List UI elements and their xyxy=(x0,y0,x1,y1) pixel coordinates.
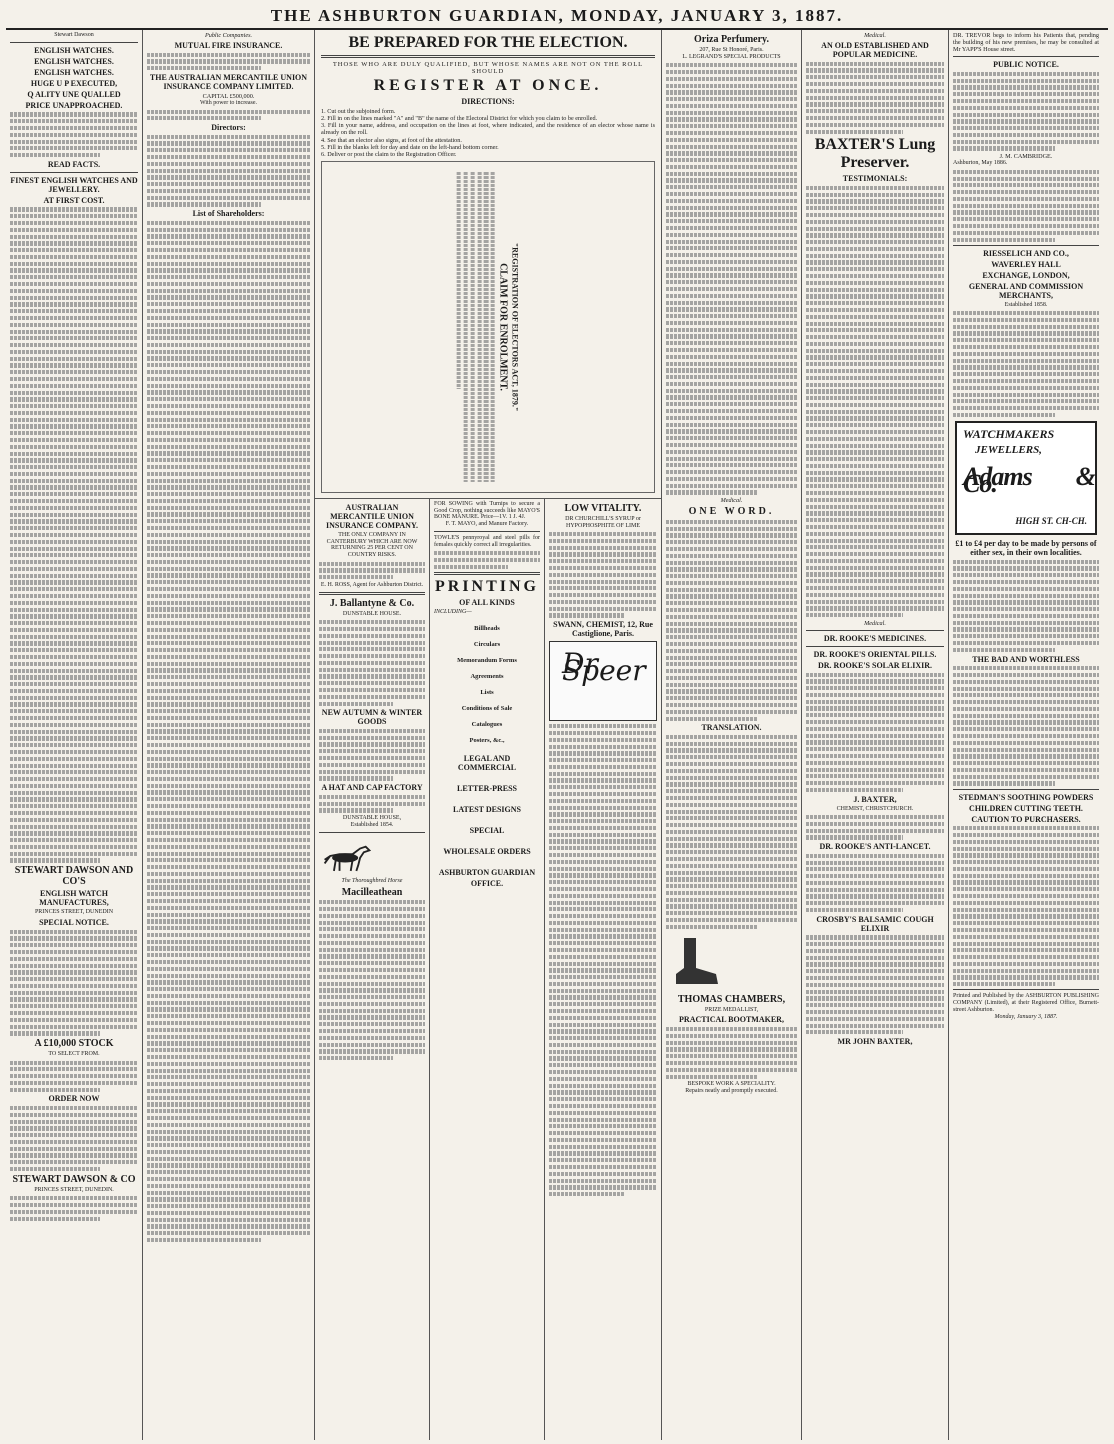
horse-caption: The Thoroughbred Horse xyxy=(341,877,403,884)
testimonial-body xyxy=(806,186,944,617)
directors-heading: Directors: xyxy=(211,123,246,133)
riess-exchange: EXCHANGE, LONDON, xyxy=(982,270,1070,280)
direction-6: 6. Deliver or post the claim to the Registration Officer. xyxy=(321,150,457,158)
direction-4: 4. See that an elector also signs, at foot of the attestation. xyxy=(321,136,462,144)
direction-3: 3. Fill in your name, address, and occupation on the lines at foot, where indicated, and the residence of an elector whose name is already on the roll. xyxy=(321,122,655,137)
quality-line: Q ALITY UNE QUALLED xyxy=(27,89,121,99)
footer-addr: PRINCES STREET, DUNEDIN. xyxy=(34,1186,114,1193)
column-1 xyxy=(6,30,143,1440)
oriza-title: Oriza Perfumery. xyxy=(694,34,769,45)
baxter-sub: CHEMIST, CHRISTCHURCH. xyxy=(836,805,914,812)
watch-line-2: ENGLISH WATCHES. xyxy=(34,56,114,66)
finest-heading: FINEST ENGLISH WATCHES AND JEWELLERY. xyxy=(10,175,138,194)
stedman: STEDMAN'S SOOTHING POWDERS xyxy=(958,792,1094,802)
printing-including: INCLUDING— xyxy=(434,608,472,615)
established: Established 1854. xyxy=(350,821,394,828)
sd-name: STEWART DAWSON AND CO'S xyxy=(14,865,134,888)
exec-line: HUGE U P EXECUTED, xyxy=(30,78,118,88)
cambridge-date: Ashburton, May 1886. xyxy=(953,160,1008,167)
claim-act: "REGISTRATION OF ELECTORS ACT, 1879." xyxy=(510,242,520,412)
printing-item: Circulars xyxy=(473,640,501,648)
public-companies: Public Companies. xyxy=(204,32,253,39)
watch-line-3: ENGLISH WATCHES. xyxy=(34,67,114,77)
col3-sub-a xyxy=(315,499,430,1440)
col3-sub-c xyxy=(545,499,661,1440)
trevor-notice: DR. TREVOR begs to inform his Patients that, pending the building of his new premises, he may be consulted at Mr YAPP'S House street. xyxy=(953,32,1099,54)
election-notice xyxy=(315,30,661,498)
oriza-products xyxy=(666,63,797,494)
stock-sub: TO SELECT FROM. xyxy=(48,1051,100,1058)
direction-1: 1. Cut out the subjoined form. xyxy=(321,108,396,116)
riess-name: RIESSELICH AND CO., xyxy=(983,248,1069,258)
column-4 xyxy=(662,30,802,1440)
watch-t3: Adams & Co. xyxy=(963,462,1095,499)
column-2 xyxy=(143,30,315,1440)
amu-agent: E. H. ROSS, Agent for Ashburton District. xyxy=(320,581,424,588)
columns xyxy=(6,30,1108,1440)
riess-merchants: GENERAL AND COMMISSION MERCHANTS, xyxy=(968,281,1084,300)
dr-speer-signature xyxy=(549,641,657,721)
low-vitality: LOW VITALITY. xyxy=(564,502,642,514)
autumn-goods: NEW AUTUMN & WINTER GOODS xyxy=(321,708,423,727)
printing-list xyxy=(434,625,540,745)
baxter-sig: J. BAXTER, xyxy=(853,794,897,804)
divider xyxy=(10,42,138,43)
col3-sub-b xyxy=(430,499,545,1440)
col1-top: Stewart Dawson xyxy=(54,32,94,38)
horse-icon xyxy=(319,839,375,873)
rooke-medicines: DR. ROOKE'S MEDICINES. xyxy=(823,633,927,643)
guardian-office: OFFICE. xyxy=(470,878,504,888)
printing-item: Posters, &c., xyxy=(469,737,505,745)
public-notice: PUBLIC NOTICE. xyxy=(993,60,1059,70)
bad-worthless: THE BAD AND WORTHLESS xyxy=(972,654,1080,664)
election-intro: THOSE WHO ARE DULY QUALIFIED, BUT WHOSE NAMES ARE NOT ON THE ROLL SHOULD xyxy=(332,61,644,76)
watch-t4: HIGH ST. CH-CH. xyxy=(1015,515,1087,526)
sowing-ad: FOR SOWING with Turnips to secure a Good Crop, nothing succeeds like MAYO'S BONE MANURE. Price—1V. 1 J. 4J. xyxy=(434,500,540,521)
letterpress: LETTER-PRESS xyxy=(456,783,518,793)
read-facts: READ FACTS. xyxy=(47,159,101,169)
bespoke: BESPOKE WORK A SPECIALITY. xyxy=(687,1081,776,1088)
column-6 xyxy=(949,30,1103,1440)
chambers-name: THOMAS CHAMBERS, xyxy=(677,993,786,1005)
watch-t2: JEWELLERS, xyxy=(975,444,1042,457)
footer-name: STEWART DAWSON & CO xyxy=(12,1173,136,1185)
testimonials: TESTIMONIALS: xyxy=(842,174,908,184)
churchill-syrup: DR CHURCHILL'S SYRUP or HYPOPHOSPHITE OF LIME xyxy=(565,515,641,529)
printed-by: Printed and Published by the ASHBURTON PUBLISHING COMPANY (Limited), at their Registered Office, Burnett-street Ashburton. xyxy=(953,993,1099,1013)
anti-lancet: DR. ROOKE'S ANTI-LANCET. xyxy=(819,842,931,852)
column-3 xyxy=(315,30,662,1440)
watchmakers-ad xyxy=(955,421,1097,535)
rooke-elixir: DR. ROOKE'S SOLAR ELIXIR. xyxy=(817,660,933,670)
printing-sub: OF ALL KINDS xyxy=(459,597,515,607)
election-title: BE PREPARED FOR THE ELECTION. xyxy=(348,34,628,51)
wholesale-orders: WHOLESALE ORDERS xyxy=(443,846,531,856)
amu-ad-body: THE ONLY COMPANY IN CANTERBURY WHICH ARE NOW RETURNING 25 PER CENT ON COUNTRY RISKS. xyxy=(326,531,418,559)
register-heading: REGISTER AT ONCE. xyxy=(373,77,603,95)
directions-heading: DIRECTIONS: xyxy=(461,97,515,107)
medical-label: Medical. xyxy=(720,497,743,505)
issue-date: Monday, January 3, 1887. xyxy=(994,1013,1058,1020)
claim-title: CLAIM FOR ENROLMENT. xyxy=(497,262,509,391)
oriza-sub: L. LEGRAND'S SPECIAL PRODUCTS xyxy=(682,53,781,60)
watch-t1: WATCHMAKERS xyxy=(963,427,1055,442)
direction-2: 2. Fill in on the lines marked "A" and "B" the name of the Electoral District for which you claim to be enrolled. xyxy=(321,115,598,123)
crosby-balsam: CROSBY'S BALSAMIC COUGH ELIXIR xyxy=(816,914,934,933)
printing-item: Catalogues xyxy=(471,721,503,729)
price-line: PRICE UNAPPROACHED. xyxy=(25,100,123,110)
caution: CAUTION TO PURCHASERS. xyxy=(971,814,1081,824)
special: SPECIAL xyxy=(469,825,505,835)
amu-ad-heading: AUSTRALIAN MERCANTILE UNION INSURANCE COMPANY. xyxy=(325,502,418,530)
mutual-fire: MUTUAL FIRE INSURANCE. xyxy=(174,41,283,51)
watch-line-1: ENGLISH WATCHES. xyxy=(34,45,114,55)
rooke-pills: DR. ROOKE'S ORIENTAL PILLS. xyxy=(813,649,937,659)
guardian-office-name: ASHBURTON GUARDIAN xyxy=(438,867,536,877)
john-baxter: MR JOHN BAXTER, xyxy=(837,1037,913,1047)
capital: CAPITAL £500,000. xyxy=(202,93,255,101)
shareholders-heading: List of Shareholders: xyxy=(192,209,265,219)
printing-item: Billheads xyxy=(474,624,500,632)
order-now: ORDER NOW xyxy=(48,1094,100,1104)
body-text-col1 xyxy=(10,207,138,862)
printing-heading: PRINTING xyxy=(434,577,539,595)
reserve: With power to increase. xyxy=(199,100,258,107)
special-notice: SPECIAL NOTICE. xyxy=(39,918,109,928)
amu-heading: THE AUSTRALIAN MERCANTILE UNION INSURANCE COMPANY LIMITED. xyxy=(149,73,308,92)
dunstable-house: DUNSTABLE HOUSE, xyxy=(342,815,402,822)
printing-item: Lists xyxy=(480,689,494,697)
claim-form[interactable] xyxy=(321,161,655,493)
repairs: Repairs neatly and promptly executed. xyxy=(685,1088,778,1095)
baxter-lung: BAXTER'S Lung Preserver. xyxy=(814,136,936,172)
masthead: THE ASHBURTON GUARDIAN, MONDAY, JANUARY 3, 1887. xyxy=(6,0,1108,30)
printing-item: Agreements xyxy=(470,673,504,681)
sowing-agent: F. T. MAYO, and Manure Factory. xyxy=(445,521,529,528)
ballantyne-heading: J. Ballantyne & Co. xyxy=(329,597,415,609)
translation: TRANSLATION. xyxy=(701,723,762,733)
column-5 xyxy=(802,30,949,1440)
direction-5: 5. Fill in the blanks left for day and date on the left-hand bottom corner. xyxy=(321,143,499,151)
chambers-prize: PRIZE MEDALLIST, xyxy=(704,1006,759,1013)
shareholder-list xyxy=(147,221,310,1242)
week-ad: £1 to £4 per day to be made by persons of either sex, in their own localities. xyxy=(955,539,1097,558)
printing-item: Memorandum Forms xyxy=(457,656,517,664)
towle-ad: TOWLE'S pennyroyal and steel pills for females quickly correct all irregularities. xyxy=(434,535,540,548)
cambridge-sig: J. M. CAMBRIDGE. xyxy=(999,153,1053,161)
swann-chemist: SWANN, CHEMIST, 12, Rue Castiglione, Paris. xyxy=(553,620,653,639)
printing-item: Conditions of Sale xyxy=(461,705,513,713)
medical-label-3: Medical. xyxy=(864,619,886,627)
latest-designs: LATEST DESIGNS xyxy=(453,804,521,814)
speer-signature-image: Dr Speer xyxy=(562,647,646,688)
sd-addr: PRINCES STREET, DUNEDIN xyxy=(34,909,114,916)
teeth: CHILDREN CUTTING TEETH. xyxy=(969,803,1083,813)
oriza-address: 207, Rue St Honoré, Paris. xyxy=(699,47,764,53)
riess-hall: WAVERLEY HALL xyxy=(991,259,1061,269)
col3-lower xyxy=(315,498,661,1440)
old-established: AN OLD ESTABLISHED AND POPULAR MEDICINE. xyxy=(821,41,929,60)
horse-name: Macilleathean xyxy=(341,886,403,898)
first-cost: AT FIRST COST. xyxy=(43,195,105,205)
medical-label-2: Medical. xyxy=(864,32,886,39)
one-word: ONE WORD. xyxy=(688,506,775,518)
boot-icon xyxy=(666,934,726,988)
hat-factory: A HAT AND CAP FACTORY xyxy=(321,783,423,793)
ballantyne-sub: DUNSTABLE HOUSE. xyxy=(342,610,402,617)
riess-established: Established 1858. xyxy=(1004,301,1048,308)
sd-sub: ENGLISH WATCH MANUFACTURES, xyxy=(39,889,109,908)
stock-heading: A £10,000 STOCK xyxy=(34,1038,114,1050)
legal-commercial: LEGAL AND COMMERCIAL xyxy=(457,753,517,772)
chambers-boot: PRACTICAL BOOTMAKER, xyxy=(679,1015,784,1025)
